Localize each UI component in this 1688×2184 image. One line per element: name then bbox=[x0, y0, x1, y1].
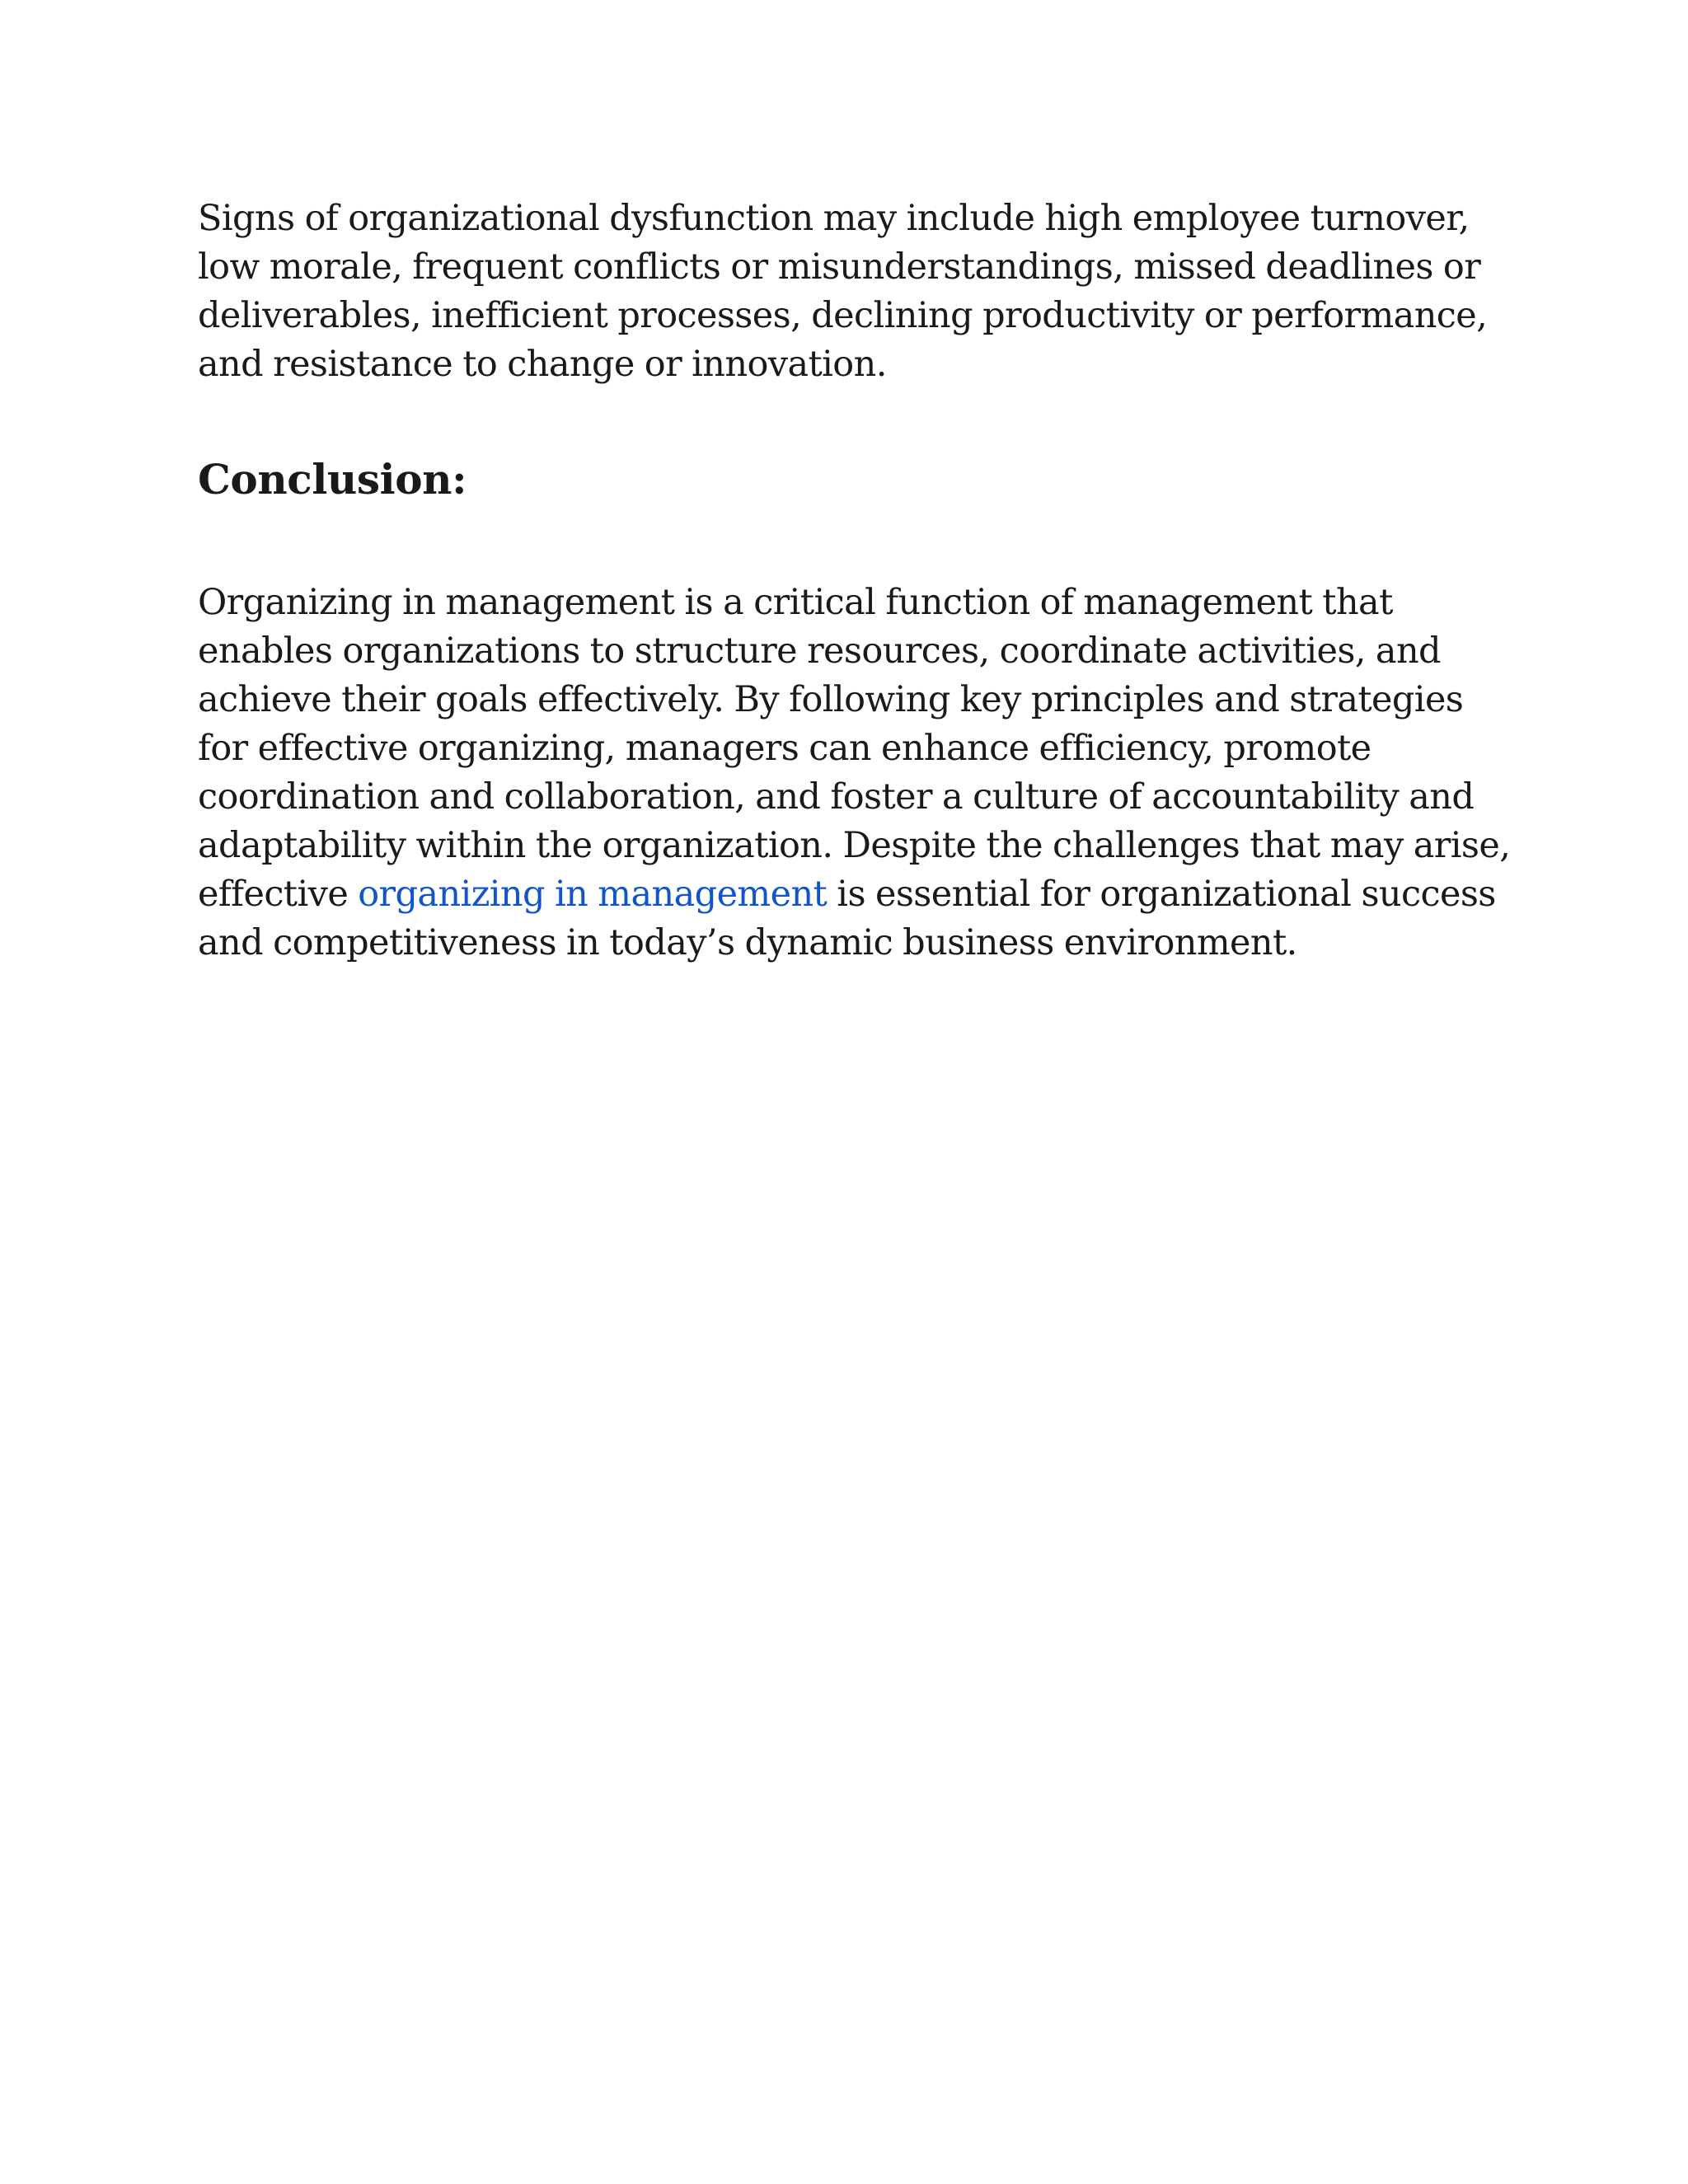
paragraph-conclusion bbox=[198, 579, 1517, 968]
paragraph-dysfunction-signs: Signs of organizational dysfunction may include high employee turnover, low morale, frequent conflicts or misunderstandings, missed deadlines or deliverables, inefficient processes, declining productivity or performance, and resistance to change or innovation. bbox=[198, 198, 1488, 385]
paragraph-conclusion-text-before: Organizing in management is a critical function of management that enables organizations to structure resources, coordinate activities, and achieve their goals effectively. By following key principles and strategies for effective organizing, managers can enhance efficiency, promote coordination and collaboration, and foster a culture of accountability and adaptability within the organization. Despite the challenges that may arise, effective bbox=[198, 582, 1511, 915]
document-body bbox=[198, 194, 1517, 968]
paragraph-conclusion-text-after: is essential for organizational success and competitiveness in today’s dynamic business environment. bbox=[198, 874, 1496, 963]
organizing-in-management-link[interactable]: organizing in management bbox=[358, 874, 828, 915]
section-heading-conclusion: Conclusion: bbox=[198, 455, 467, 504]
